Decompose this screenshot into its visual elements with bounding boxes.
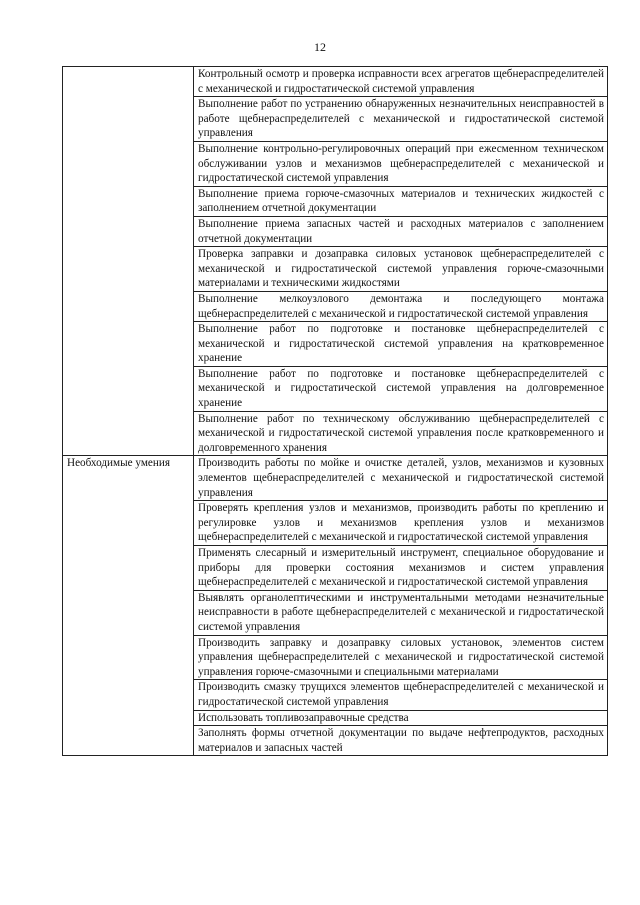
- table-cell-item: Производить смазку трущихся элементов щебнераспределителей с механической и гидростатической системой управления: [194, 680, 608, 710]
- table-cell-item: Заполнять формы отчетной документации по выдаче нефтепродуктов, расходных материалов и запасных частей: [194, 726, 608, 756]
- table-cell-item: Применять слесарный и измерительный инструмент, специальное оборудование и приборы для проверки состояния механизмов и систем управления щебнераспределителей с механической и гидростатической системой управления: [194, 546, 608, 591]
- table-cell-item: Производить работы по мойке и очистке деталей, узлов, механизмов и кузовных элементов щебнераспределителей с механической и гидростатической системой управления: [194, 456, 608, 501]
- table-cell-item: Производить заправку и дозаправку силовых установок, элементов систем управления щебнераспределителей с механической и гидростатической системой управления горюче-смазочными и специальными материалами: [194, 635, 608, 680]
- table-cell-item: Выполнение работ по устранению обнаруженных незначительных неисправностей в работе щебнераспределителей с механической и гидростатической системой управления: [194, 97, 608, 142]
- table-cell-item: Выявлять органолептическими и инструментальными методами незначительные неисправности в работе щебнераспределителей с механической и гидростатической системой управления: [194, 590, 608, 635]
- table-cell-item: Проверять крепления узлов и механизмов, производить работы по креплению и регулировке узлов и механизмов крепления узлов и механизмов щебнераспределителей с механической и гидростатической системой управления: [194, 501, 608, 546]
- table-cell-item: Выполнение мелкоузлового демонтажа и последующего монтажа щебнераспределителей с механической и гидростатической системой управления: [194, 291, 608, 321]
- table-cell-item: Выполнение работ по техническому обслуживанию щебнераспределителей с механической и гидростатической системой управления после кратковременного и долговременного хранения: [194, 411, 608, 456]
- table-cell-item: Выполнение приема горюче-смазочных материалов и технических жидкостей с заполнением отчетной документации: [194, 186, 608, 216]
- table-row: [63, 67, 608, 97]
- table-row: [63, 456, 608, 501]
- requirements-table: [62, 66, 608, 756]
- requirements-table-body: [63, 67, 608, 756]
- table-cell-item: Выполнение работ по подготовке и постановке щебнераспределителей с механической и гидростатической системой управления на кратковременное хранение: [194, 322, 608, 367]
- table-cell-item: Выполнение приема запасных частей и расходных материалов с заполнением отчетной документации: [194, 216, 608, 246]
- table-cell-item: Выполнение работ по подготовке и постановке щебнераспределителей с механической и гидростатической системой управления на долговременное хранение: [194, 366, 608, 411]
- table-cell-item: Использовать топливозаправочные средства: [194, 710, 608, 726]
- table-cell-item: Контрольный осмотр и проверка исправности всех агрегатов щебнераспределителей с механической и гидростатической системой управления: [194, 67, 608, 97]
- section-label: Необходимые умения: [63, 456, 194, 756]
- table-cell-item: Выполнение контрольно-регулировочных операций при ежесменном техническом обслуживании узлов и механизмов щебнераспределителей с механической и гидростатической системой управления: [194, 141, 608, 186]
- section-label: [63, 67, 194, 456]
- table-cell-item: Проверка заправки и дозаправка силовых установок щебнераспределителей с механической и гидростатической системой управления горюче-смазочными материалами и техническими жидкостями: [194, 247, 608, 292]
- page-number: 12: [314, 40, 326, 54]
